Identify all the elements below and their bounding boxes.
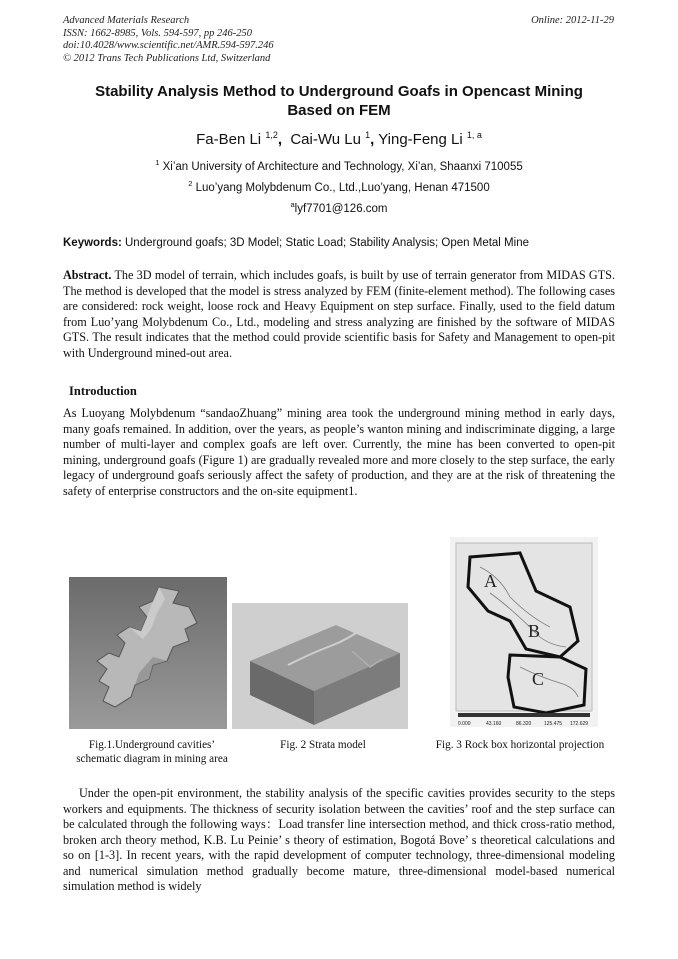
figure-2-caption: Fig. 2 Strata model	[280, 739, 366, 751]
abstract	[63, 268, 615, 361]
keywords	[63, 237, 615, 249]
author-affiliation-mark: 1,2	[265, 130, 278, 140]
abstract-text: The 3D model of terrain, which includes goafs, is built by use of terrain generator from MIDAS GTS. The method is developed that the model is stress analyzed by FEM (finite-element method). The following cases are considered: rock weight, loose rock and Heavy Equipment on step surface. Finally, used to the field datum from Luo’yang Molybdenum Co., Ltd., modeling and stress analyzing are finished by the software of MIDAS GTS. The result indicates that the method could provide scientific basis for Safety and Management to open-pit with Underground mined-out area.	[63, 268, 615, 360]
introduction-paragraph-2: Under the open-pit environment, the stability analysis of the specific cavities provides security to the steps workers and equipments. The thickness of security isolation between the cavities’ roof and the step surface can be calculated through the following ways：Load transfer line intersection method, and thick cross-ratio method, broken arch theory method, K.B. Lu Peinie’ s theory of estimation, Bogotá Bove’ s theoretical calculations and so on [1-3]. In recent years, with the rapid development of computer technology, three-dimensional modeling and numerical simulation method gradually become mature, three-dimensional model-based numerical simulation method is widely	[63, 786, 615, 893]
region-label-a: A	[484, 571, 497, 591]
affiliation-mark: 2	[188, 179, 193, 188]
affiliation-text: Luo’yang Molybdenum Co., Ltd.,Luo’yang, Henan 471500	[195, 181, 490, 194]
scale-label: 172.629	[570, 721, 589, 727]
affiliation-text: Xi’an University of Architecture and Technology, Xi’an, Shaanxi 710055	[162, 160, 523, 173]
scale-label: 86.320	[516, 721, 532, 727]
keywords-text: Underground goafs; 3D Model; Static Load; Stability Analysis; Open Metal Mine	[121, 237, 529, 249]
figure-1-image	[69, 577, 227, 729]
figure-3-caption: Fig. 3 Rock box horizontal projection	[435, 739, 605, 751]
title-line-2: Based on FEM	[287, 102, 391, 119]
paper-title	[70, 82, 608, 120]
author-email	[63, 200, 615, 215]
issn-line: ISSN: 1662-8985, Vols. 594-597, pp 246-250	[63, 27, 252, 39]
email-text: lyf7701@126.com	[294, 202, 388, 215]
region-label-b: B	[528, 621, 541, 641]
author-affiliation-mark: 1, a	[466, 130, 482, 140]
affiliation-2	[63, 179, 615, 194]
scale-label: 125.475	[544, 721, 563, 727]
title-line-1: Stability Analysis Method to Underground Goafs in Opencast Mining	[95, 83, 583, 100]
journal-name: Advanced Materials Research	[63, 15, 190, 26]
online-date: Online: 2012-11-29	[531, 15, 614, 26]
email-mark: a	[290, 200, 295, 209]
affiliation-mark: 1	[155, 158, 160, 167]
section-heading-introduction: Introduction	[69, 384, 137, 398]
introduction-paragraph-1: As Luoyang Molybdenum “sandaoZhuang” mining area took the underground mining method in early days, many goafs remained. In addition, over the years, as people’s wanton mining and indiscriminate digging, a large number of multi-layer and complex goafs are left over. Currently, the mine has been converted to open-pit mining, underground goafs (Figure 1) are gradually revealed more and more closely to the step surface, the early legacy of underground goafs seriously affect the safety of production, and they are at the risk of threatening the safety of enterprise constructors and the on-site equipment1.	[63, 406, 615, 498]
author-name: Ying-Feng Li	[378, 131, 463, 148]
abstract-label: Abstract.	[63, 268, 112, 282]
author-affiliation-mark: 1	[365, 130, 371, 140]
keywords-label: Keywords:	[63, 237, 122, 249]
journal-header	[63, 15, 274, 65]
figure-2-image	[232, 603, 408, 729]
scale-label: 43.160	[486, 721, 502, 727]
figure-1-caption-line-1: Fig.1.Underground cavities’	[88, 739, 216, 751]
author-list: Fa-Ben Li $^{1,2}$, Cai-Wu Lu $^1$, Ying-Feng Li $^{1, a}$	[196, 130, 482, 148]
doi-line: doi:10.4028/www.scientific.net/AMR.594-597.246	[63, 40, 274, 51]
author-name: Fa-Ben Li	[196, 131, 262, 148]
copyright-line: © 2012 Trans Tech Publications Ltd, Switzerland	[63, 52, 271, 64]
region-label-c: C	[532, 669, 545, 689]
scale-label: 0.000	[458, 721, 471, 727]
figure-1-caption-line-2: schematic diagram in mining area	[76, 753, 228, 765]
figure-1-caption	[64, 738, 240, 766]
author-name: Cai-Wu Lu	[290, 131, 361, 148]
figure-3-image	[450, 537, 598, 727]
affiliation-1	[63, 158, 615, 173]
